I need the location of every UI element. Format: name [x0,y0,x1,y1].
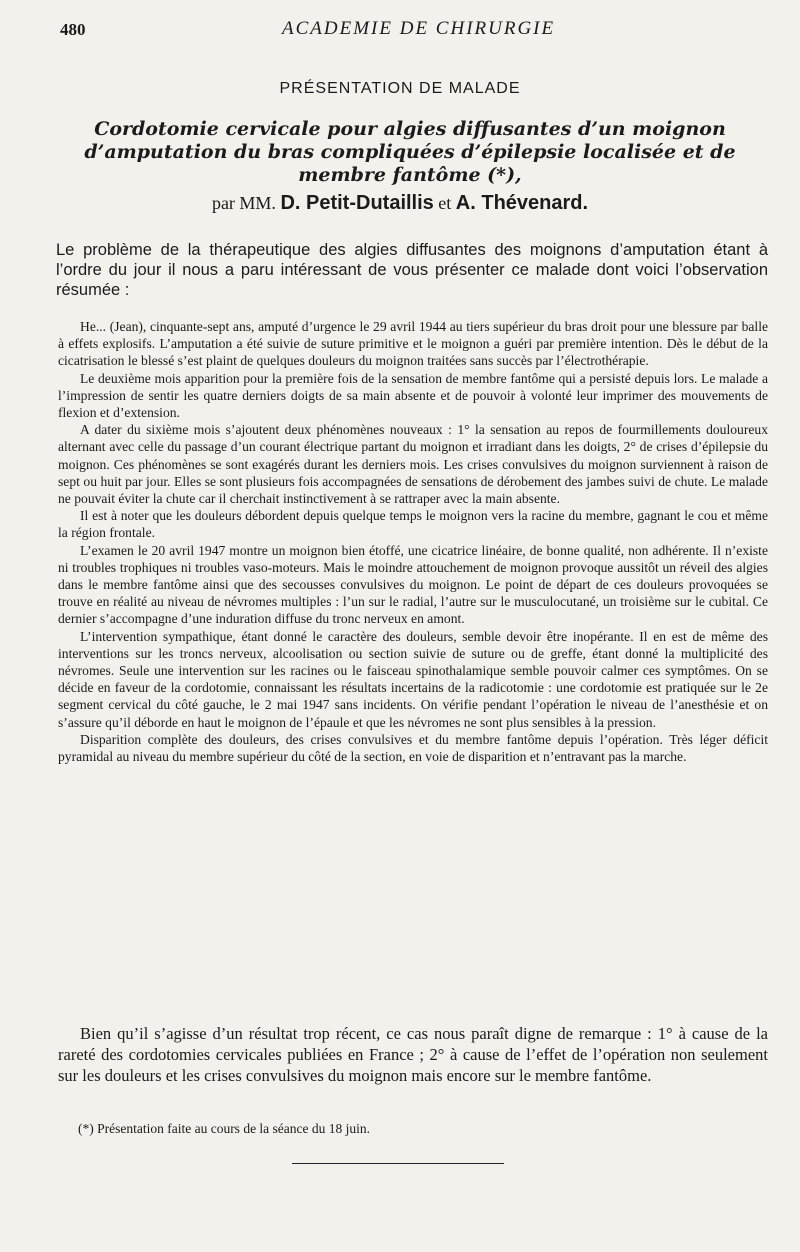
footnote: (*) Présentation faite au cours de la séance du 18 juin. [78,1121,371,1136]
authors-prefix: par MM. [211,193,276,213]
observation-paragraph-5: L’examen le 20 avril 1947 montre un moignon bien étoffé, une cicatrice linéaire, de bonne qualité, non adhérente. Il n’existe ni troubles trophiques ni troubles vaso-moteurs. Mais le moindre attouchement de moignon provoque aussitôt un réveil des algies dans le membre fantôme ainsi que des secousses convulsives du moignon. Le point de départ de ces douleurs provoquées se trouve en réalité au niveau de névromes multiples : l’un sur le radial, l’autre sur le musculocutané, un troisième sur le cubital. Ce dernier s’accompagne d’une induration diffuse du tronc nerveux en amont. [58,542,768,627]
observation-paragraph-3: A dater du sixième mois s’ajoutent deux phénomènes nouveaux : 1° la sensation au repos de fourmillements douloureux alternant avec celle du passage d’un courant électrique partant du moignon et irradiant dans les doigts, 2° de crises d’épilepsie du moignon. Ces phénomènes se sont exagérés durant les derniers mois. Les crises convulsives du moignon surviennent à raison de sept ou huit par jour. Elles se sont plusieurs fois accompagnées de sensations de dérobement des jambes suivi de chute. Le malade ne pouvait éviter la chute car il cherchait instinctivement à se rattraper avec la main absente. [58,422,768,507]
observation-paragraph-1: He... (Jean), cinquante-sept ans, amputé d’urgence le 29 avril 1944 au tiers supérieur du bras droit pour une blessure par balle à effets explosifs. L’amputation a été suivie de suture primitive et le moignon a guéri par première intention. Dès le début de la cicatrisation le blessé s’est plaint de quelques douleurs du moignon traitées sans succès par l’électrothérapie. [58,319,768,369]
observation-paragraph-6: L’intervention sympathique, étant donné le caractère des douleurs, semble devoir être inopérante. Il en est de même des interventions sur les troncs nerveux, alcoolisation ou section suivie de suture ou de greffe, étant donné la multiplicité des névromes. Seule une intervention sur les racines ou le faisceau spinothalamique semble pouvoir calmer ces symptômes. On se décide en faveur de la cordotomie, connaissant les résultats incertains de la radicotomie : une cordotomie est pratiquée sur le 2e segment cervical du côté gauche, le 2 mai 1947 sans incidents. On vérifie pendant l’opération le niveau de l’anesthésie et on s’assure qu’il déborde en haut le moignon de l’épaule et que les névromes ne sont plus sensibles à la pression. [58,628,768,730]
intro-paragraph: Le problème de la thérapeutique des algies diffusantes des moignons d’amputation étant à l’ordre du jour il nous a paru intéressant de vous présenter ce malade dont voici l’observation résumée : [56,241,768,299]
authors-conjunction: et [438,193,452,213]
journal-title: ACADEMIE DE CHIRURGIE [282,18,556,39]
running-head [60,18,760,42]
end-rule [292,1163,504,1164]
article-title: Cordotomie cervicale pour algies diffusantes d’un moignon d’amputation du bras compliquées d’épilepsie localisée et de membre fantôme (*), [84,118,736,186]
observation-section [58,318,768,765]
author-1: D. Petit-Dutaillis [280,192,434,214]
observation-paragraph-7: Disparition complète des douleurs, des crises convulsives et du membre fantôme depuis l’opération. Très léger déficit pyramidal au niveau du membre supérieur du côté de la section, en voie de disparition et n’entravant pas la marche. [58,731,768,765]
section-title: PRÉSENTATION DE MALADE [279,80,521,97]
authors-line [0,192,800,215]
author-2: A. Thévenard. [455,192,589,214]
conclusion-paragraph: Bien qu’il s’agisse d’un résultat trop récent, ce cas nous paraît digne de remarque : 1° à cause de la rareté des cordotomies cervicales publiées en France ; 2° à cause de l’effet de l’opération non seulement sur les douleurs et les crises convulsives du moignon mais encore sur le membre fantôme. [58,1024,768,1085]
page-number: 480 [60,20,86,39]
observation-paragraph-2: Le deuxième mois apparition pour la première fois de la sensation de membre fantôme qui a persisté depuis lors. Le malade a l’impression de sentir les quatre derniers doigts de sa main absente et de pouvoir à volonté leur imprimer des mouvements de flexion et d’extension. [58,370,768,421]
observation-paragraph-4: Il est à noter que les douleurs débordent depuis quelque temps le moignon vers la racine du membre, gagnant le cou et même la région frontale. [58,508,768,541]
